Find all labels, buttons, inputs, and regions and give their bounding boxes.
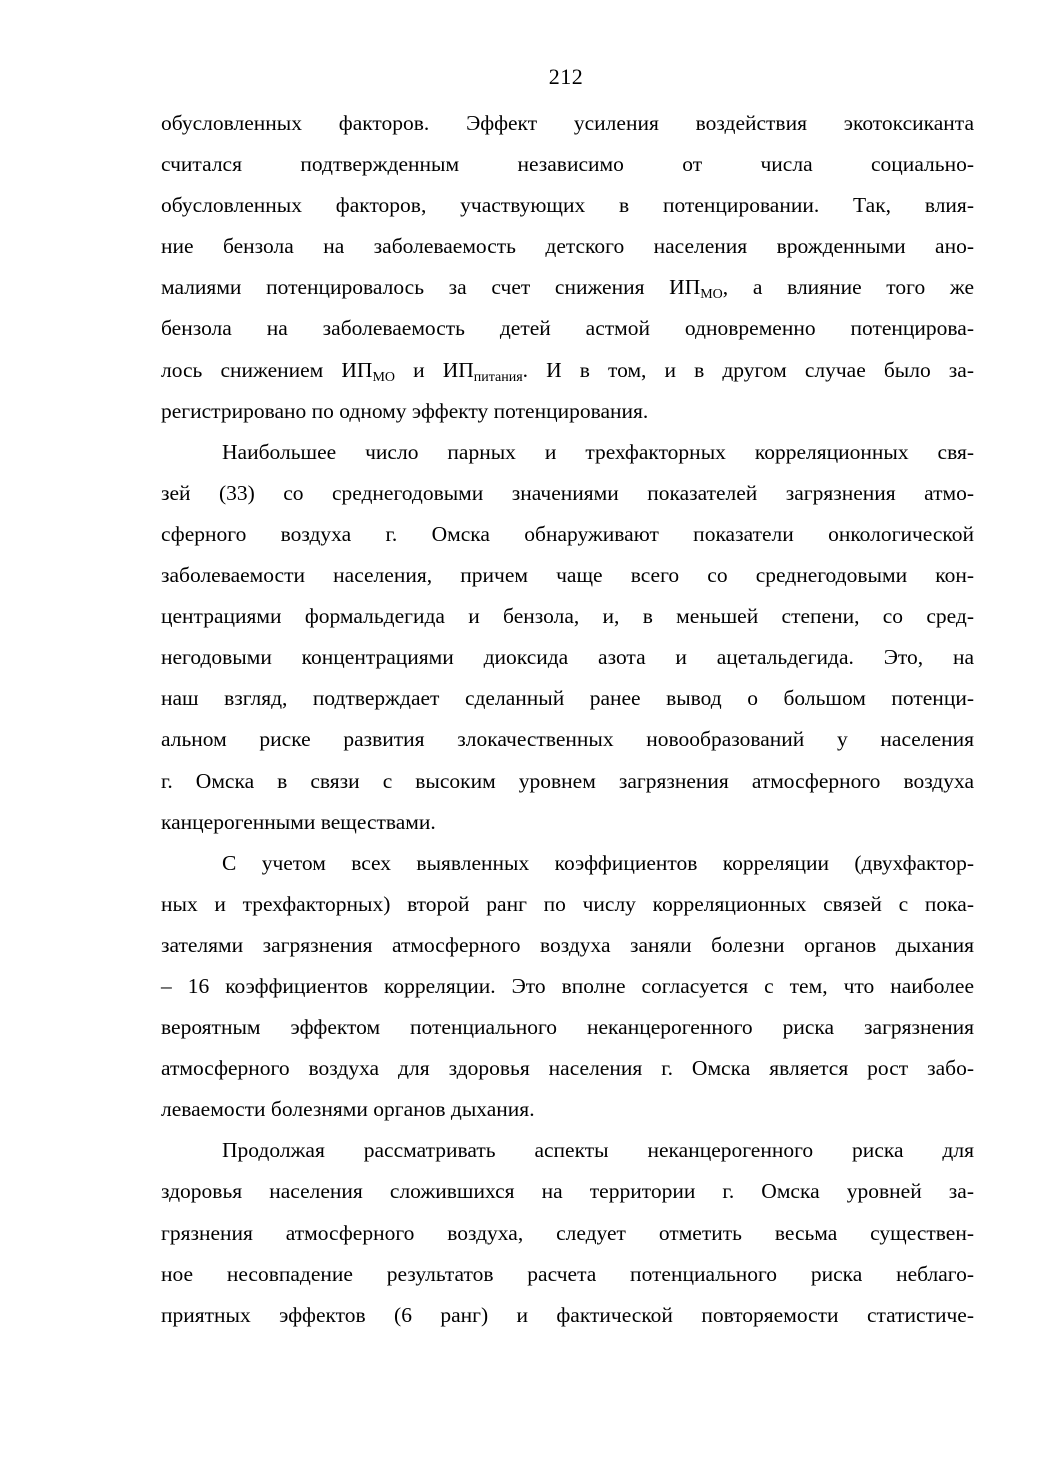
paragraph-1 [161, 103, 974, 432]
paragraph-4-line-4: ное несовпадение результатов расчета потенциального риска неблаго- [161, 1261, 974, 1286]
paragraph-3 [161, 843, 974, 1131]
page-number: 212 [548, 64, 584, 89]
paragraph-1-line-1: обусловленных факторов. Эффект усиления воздействия экотоксиканта [161, 111, 974, 135]
text-fragment: . И в том, и в другом случае было за- [522, 357, 975, 382]
subscript-pitaniya: питания [473, 369, 523, 385]
paragraph-2-line-10: канцерогенными веществами. [161, 809, 436, 834]
paragraph-2-line-2: зей (33) со среднегодовыми значениями показателей загрязнения атмо- [161, 480, 974, 505]
text-fragment: лось снижением ИП [161, 357, 373, 382]
body-text [161, 103, 974, 1336]
paragraph-2-line-8: альном риске развития злокачественных новообразований у населения [161, 727, 974, 752]
paragraph-4 [161, 1130, 974, 1335]
paragraph-3-line-3: зателями загрязнения атмосферного воздуха заняли болезни органов дыхания [161, 932, 974, 957]
paragraph-2-line-4: заболеваемости населения, причем чаще всего со среднегодовыми кон- [161, 563, 974, 588]
paragraph-3-line-2: ных и трехфакторных) второй ранг по числу корреляционных связей с пока- [161, 891, 974, 916]
paragraph-1-line-4: ние бензола на заболеваемость детского населения врожденными ано- [161, 234, 974, 259]
paragraph-3-line-1: С учетом всех выявленных коэффициентов корреляции (двухфактор- [222, 850, 974, 875]
paragraph-3-line-5: вероятным эффектом потенциального неканцерогенного риска загрязнения [161, 1015, 974, 1040]
paragraph-2-line-7: наш взгляд, подтверждает сделанный ранее вывод о большом потенци- [161, 686, 974, 711]
text-fragment: малиями потенцировалось за счет снижения ИП [161, 275, 701, 300]
paragraph-3-line-7: леваемости болезнями органов дыхания. [161, 1097, 535, 1122]
paragraph-1-line-8: регистрировано по одному эффекту потенцирования. [161, 398, 649, 423]
paragraph-2-line-9: г. Омска в связи с высоким уровнем загрязнения атмосферного воздуха [161, 768, 974, 793]
paragraph-1-line-3: обусловленных факторов, участвующих в потенцировании. Так, влия- [161, 193, 974, 218]
paragraph-4-line-5: приятных эффектов (6 ранг) и фактической повторяемости статистиче- [161, 1302, 974, 1327]
paragraph-2-line-3: сферного воздуха г. Омска обнаруживают показатели онкологической [161, 521, 974, 546]
paragraph-2 [161, 432, 974, 843]
subscript-mo: МО [372, 369, 395, 385]
paragraph-4-line-2: здоровья населения сложившихся на территории г. Омска уровней за- [161, 1179, 974, 1204]
text-fragment: , а влияние того же [722, 275, 974, 300]
paragraph-1-line-6: бензола на заболеваемость детей астмой одновременно потенцирова- [161, 316, 974, 341]
paragraph-3-line-6: атмосферного воздуха для здоровья населения г. Омска является рост забо- [161, 1056, 974, 1081]
paragraph-1-line-7 [161, 350, 974, 391]
paragraph-4-line-3: грязнения атмосферного воздуха, следует отметить весьма существен- [161, 1220, 974, 1245]
paragraph-1-line-2: считался подтвержденным независимо от числа социально- [161, 152, 974, 177]
paragraph-2-line-5: центрациями формальдегида и бензола, и, в меньшей степени, со сред- [161, 604, 974, 629]
text-fragment: и ИП [395, 357, 474, 382]
subscript-mo: МО [700, 287, 723, 303]
paragraph-3-line-4: – 16 коэффициентов корреляции. Это вполне согласуется с тем, что наиболее [161, 973, 974, 998]
paragraph-2-line-6: негодовыми концентрациями диоксида азота и ацетальдегида. Это, на [161, 645, 974, 670]
paragraph-4-line-1: Продолжая рассматривать аспекты неканцерогенного риска для [222, 1138, 974, 1163]
paragraph-2-line-1: Наибольшее число парных и трехфакторных корреляционных свя- [222, 439, 974, 464]
paragraph-1-line-5 [161, 267, 974, 308]
